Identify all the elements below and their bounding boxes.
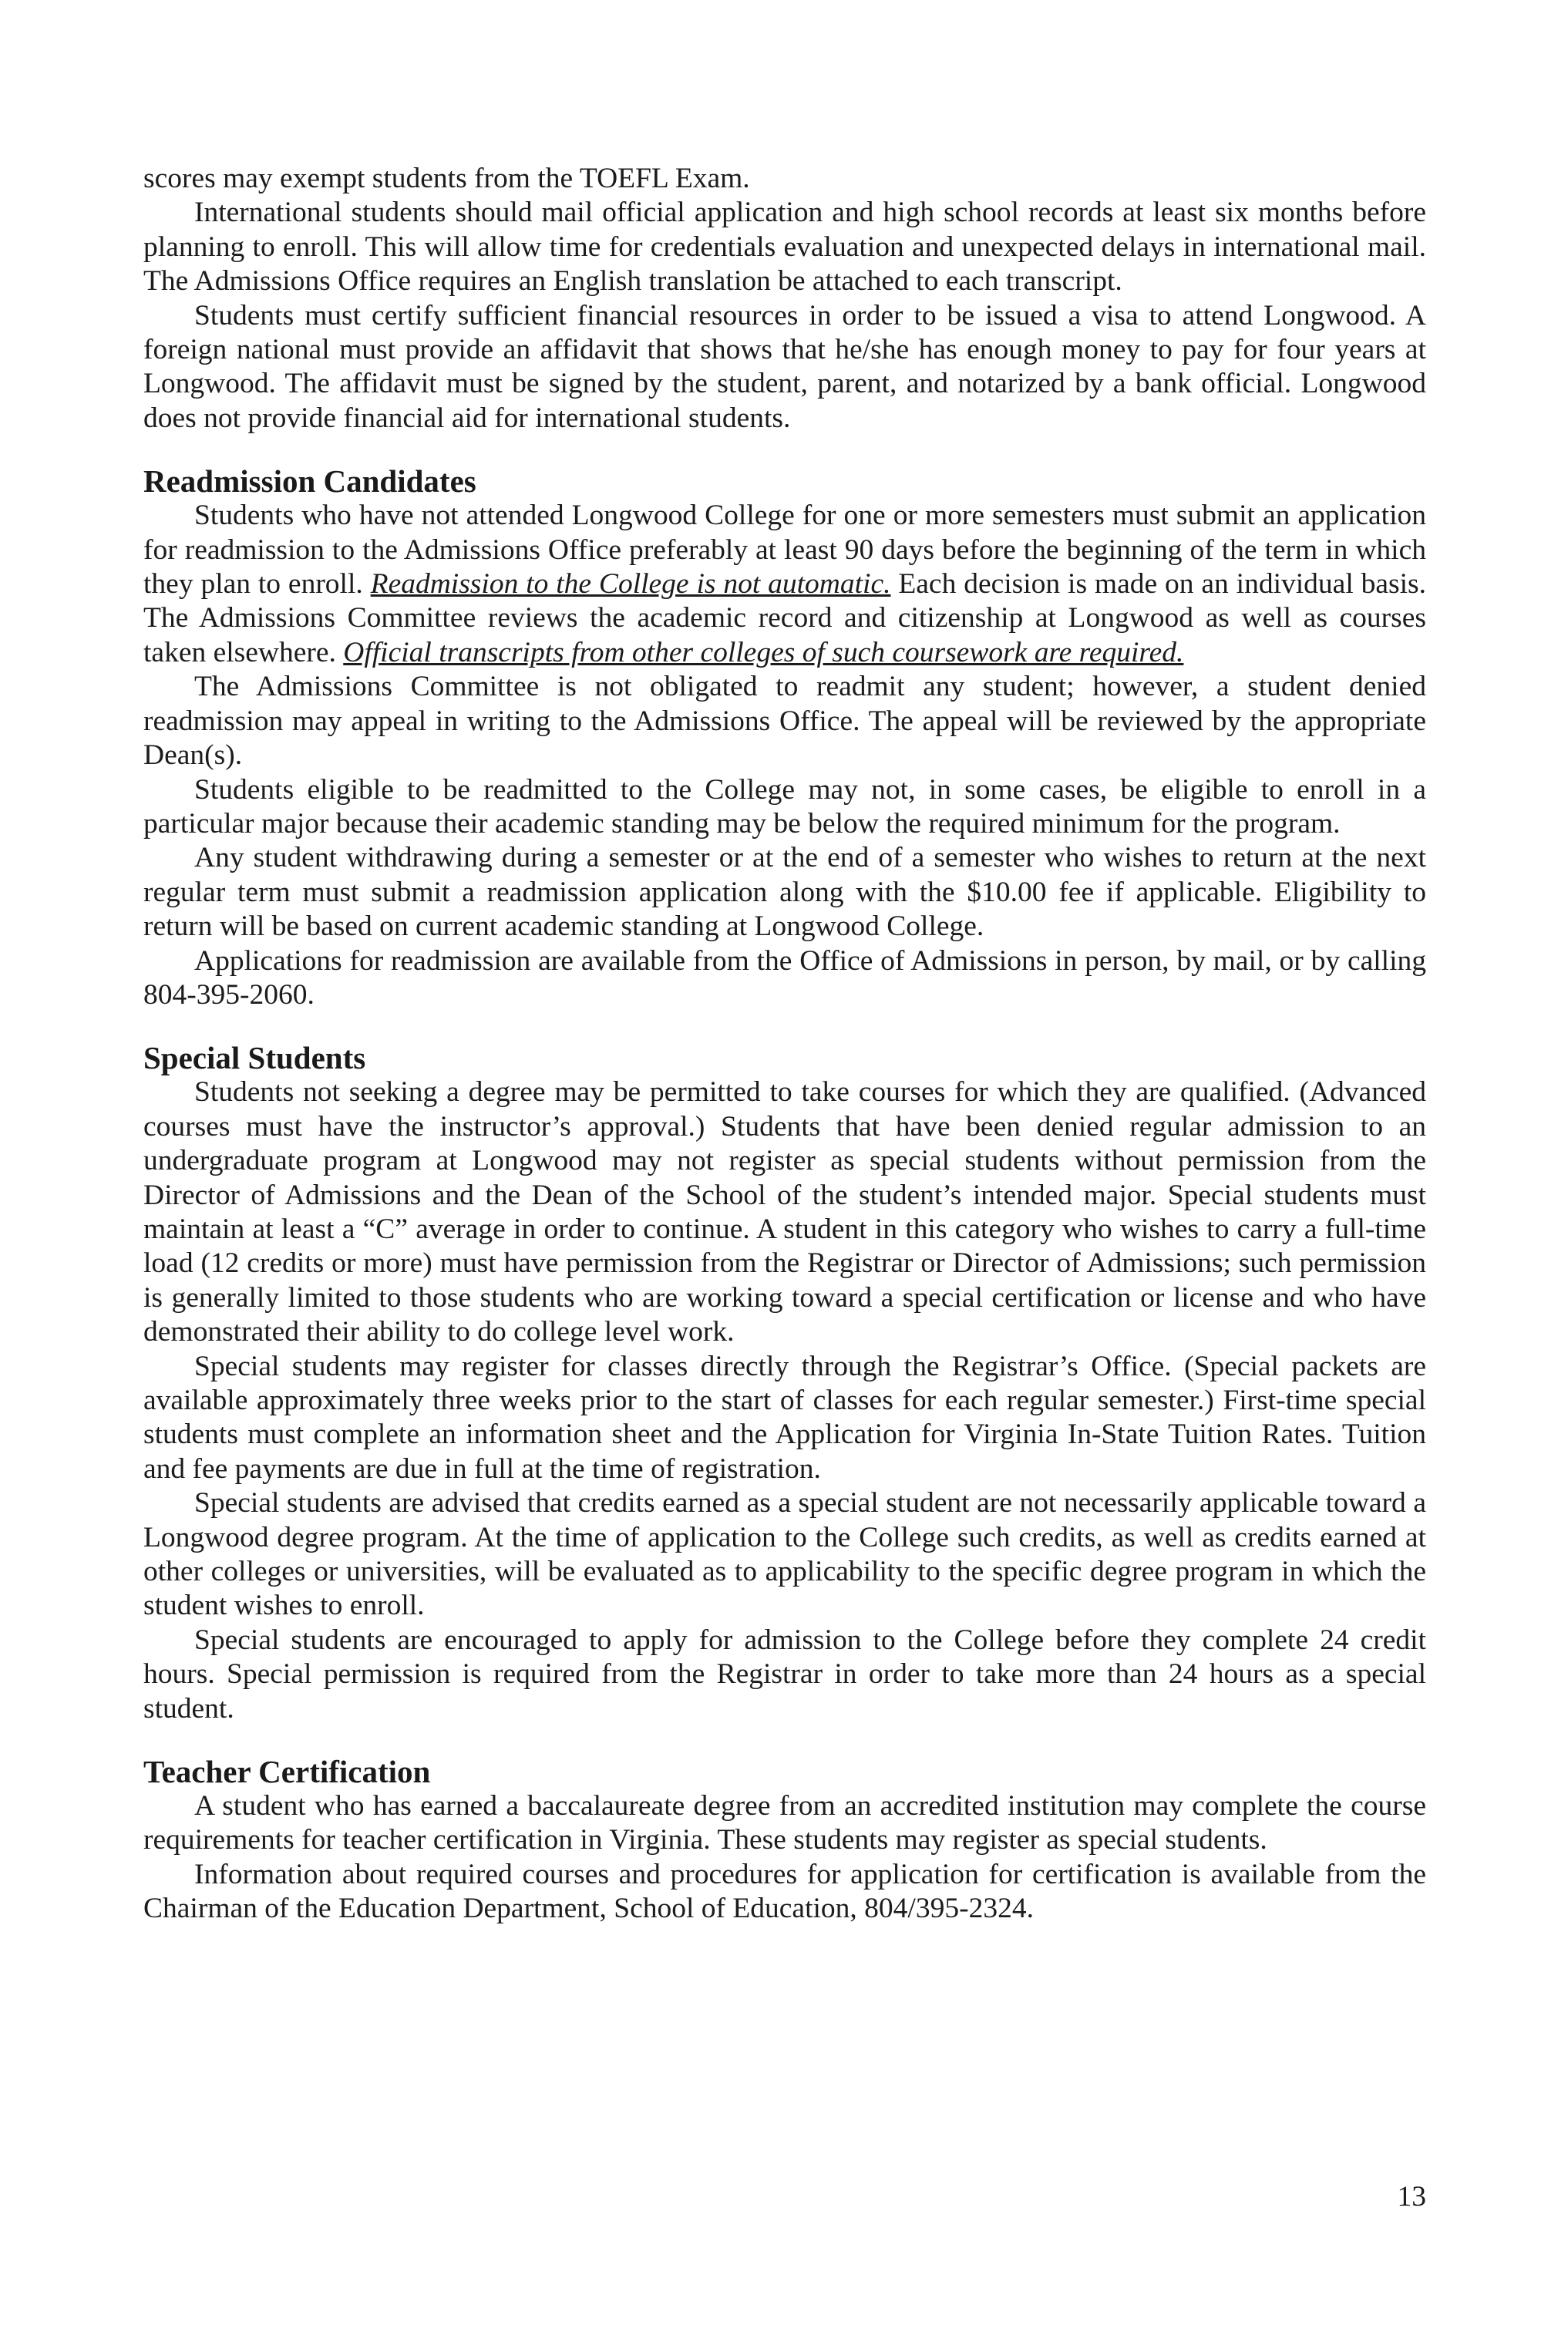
- paragraph-readmission-applications: Applications for readmission are available from the Office of Admissions in person, by mail, or by calling 804-395-2060.: [143, 944, 1426, 1011]
- paragraph-special-students-registration: Special students may register for classes directly through the Registrar’s Office. (Special packets are available approximately three weeks prior to the start of classes for each regular semester.) First-time special students must complete an information sheet and the Application for Virginia In-State Tuition Rates. Tuition and fee payments are due in full at the time of registration.: [143, 1350, 1426, 1485]
- paragraph-readmission-major-eligibility: Students eligible to be readmitted to the College may not, in some cases, be eligible to enroll in a particular major because their academic standing may be below the required minimum for the program.: [143, 773, 1426, 840]
- paragraph-special-students-admission: Special students are encouraged to apply for admission to the College before they complete 24 credit hours. Special permission is required from the Registrar in order to take more than 24 hours as a special student.: [143, 1624, 1426, 1725]
- section-readmission-candidates: [143, 463, 1426, 1012]
- paragraph-financial-resources: Students must certify sufficient financial resources in order to be issued a visa to attend Longwood. A foreign national must provide an affidavit that shows that he/she has enough money to pay for four years at Longwood. The affidavit must be signed by the student, parent, and notarized by a bank official. Longwood does not provide financial aid for international students.: [143, 299, 1426, 434]
- readmission-not-automatic-emphasis: Readmission to the College is not automatic.: [370, 568, 891, 601]
- paragraph-international-records: International students should mail official application and high school records at least six months before planning to enroll. This will allow time for credentials evaluation and unexpected delays in international mail. The Admissions Office requires an English translation be attached to each transcript.: [143, 197, 1426, 298]
- page-body: [143, 162, 1426, 1927]
- paragraph-special-students-credits: Special students are advised that credits earned as a special student are not necessarily applicable toward a Longwood degree program. At the time of application to the College such credits, as well as credits earned at other colleges or universities, will be evaluated as to applicability to the specific degree program in which the student wishes to enroll.: [143, 1487, 1426, 1622]
- paragraph-readmission-application: [143, 499, 1426, 670]
- paragraph-readmission-appeal: The Admissions Committee is not obligated to readmit any student; however, a student denied readmission may appeal in writing to the Admissions Office. The appeal will be reviewed by the appropriate Dean(s).: [143, 671, 1426, 772]
- paragraph-toefl-continuation: scores may exempt students from the TOEFL Exam.: [143, 163, 750, 194]
- paragraph-readmission-withdrawal: Any student withdrawing during a semester or at the end of a semester who wishes to return at the next regular term must submit a readmission application along with the $10.00 fee if applicable. Eligibility to return will be based on current academic standing at Longwood College.: [143, 842, 1426, 943]
- readmission-text-a: Students who have not attended Longwood College for one or more semesters must submit an application for readmission to the Admissions Office preferably at least 90 days before the beginning of the term in which they plan to enroll.: [143, 500, 1426, 601]
- page-number: 13: [1397, 2181, 1426, 2213]
- paragraph-teacher-certification-requirements: A student who has earned a baccalaureate degree from an accredited institution may complete the course requirements for teacher certification in Virginia. These students may register as special students.: [143, 1790, 1426, 1856]
- paragraph-special-students-qualification: Students not seeking a degree may be permitted to take courses for which they are qualified. (Advanced courses must have the instructor’s approval.) Students that have been denied regular admission to an undergraduate program at Longwood may not register as special students without permission from the Director of Admissions and the Dean of the School of the student’s intended major. Special students must maintain at least a “C” average in order to continue. A student in this category who wishes to carry a full-time load (12 credits or more) must have permission from the Registrar or Director of Admissions; such permission is generally limited to those students who are working toward a special certification or license and who have demonstrated their ability to do college level work.: [143, 1076, 1426, 1348]
- heading-readmission-candidates: Readmission Candidates: [143, 463, 476, 500]
- section-special-students: [143, 1040, 1426, 1726]
- heading-teacher-certification: Teacher Certification: [143, 1754, 431, 1790]
- heading-special-students: Special Students: [143, 1040, 366, 1076]
- readmission-text-c: Each decision is made on an individual basis. The Admissions Committee reviews the academic record and citizenship at Longwood as well as courses taken elsewhere.: [143, 568, 1426, 668]
- readmission-transcripts-required-emphasis: Official transcripts from other colleges of such coursework are required.: [343, 636, 1184, 668]
- section-international-students: [143, 162, 1426, 436]
- section-teacher-certification: [143, 1754, 1426, 1927]
- paragraph-teacher-certification-information: Information about required courses and procedures for application for certification is available from the Chairman of the Education Department, School of Education, 804/395-2324.: [143, 1858, 1426, 1925]
